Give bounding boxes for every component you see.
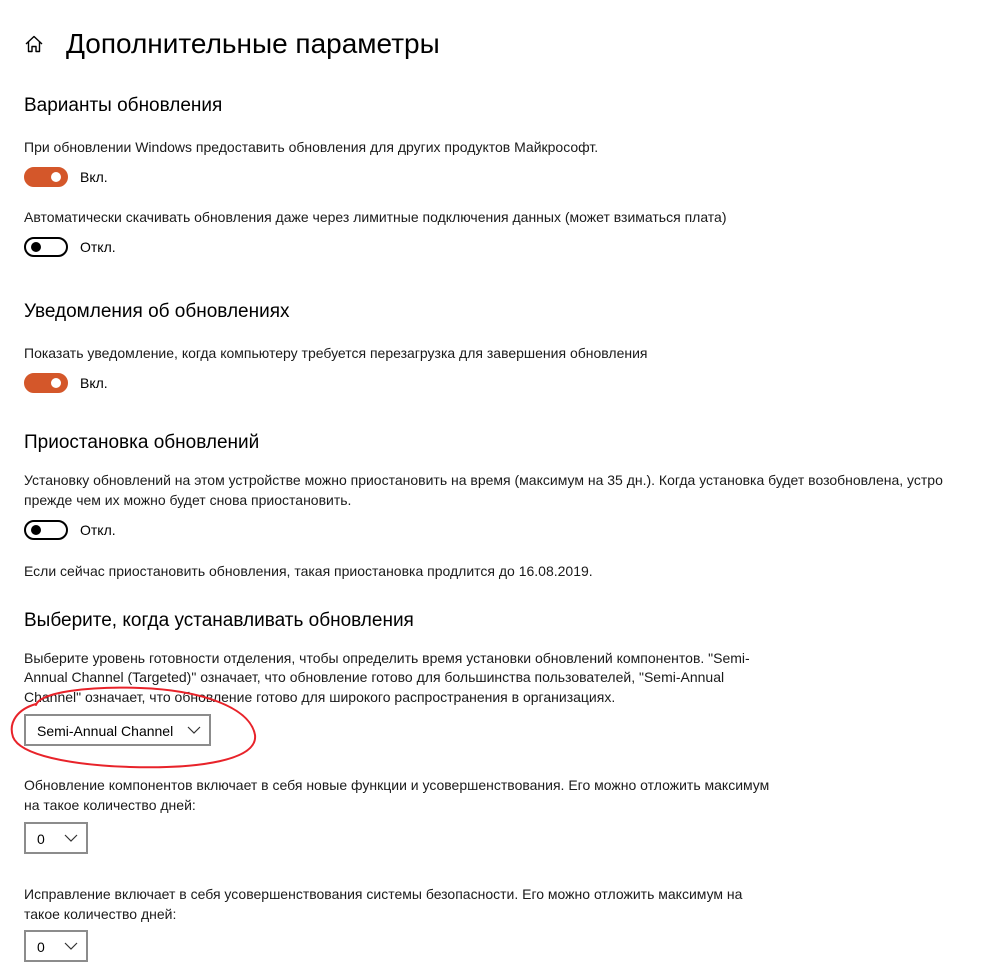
other-products-description: При обновлении Windows предоставить обновления для других продуктов Майкрософт. bbox=[24, 139, 599, 155]
feature-defer-description-line2: на такое количество дней: bbox=[24, 797, 196, 813]
restart-notice-toggle[interactable] bbox=[24, 373, 68, 393]
feature-defer-description-line1: Обновление компонентов включает в себя новые функции и усовершенствования. Его можно отложить максимум bbox=[24, 777, 770, 793]
toggle-knob bbox=[31, 242, 41, 252]
feature-days-value: 0 bbox=[37, 831, 45, 847]
other-products-toggle[interactable] bbox=[24, 167, 68, 187]
restart-notice-description: Показать уведомление, когда компьютеру требуется перезагрузка для завершения обновления bbox=[24, 345, 648, 361]
chevron-down-icon bbox=[187, 725, 201, 735]
toggle-knob bbox=[51, 172, 61, 182]
metered-description: Автоматически скачивать обновления даже через лимитные подключения данных (может взиматься плата) bbox=[24, 209, 727, 225]
home-button[interactable] bbox=[22, 32, 46, 56]
section-title-pause: Приостановка обновлений bbox=[24, 432, 260, 453]
chevron-down-icon bbox=[64, 941, 78, 951]
quality-defer-description-line1: Исправление включает в себя усовершенствования системы безопасности. Его можно отложить максимум на bbox=[24, 886, 743, 902]
metered-toggle-label: Откл. bbox=[80, 239, 116, 255]
quality-defer-description-line2: такое количество дней: bbox=[24, 906, 177, 922]
pause-description-line2: прежде чем их можно будет снова приостановить. bbox=[24, 492, 352, 508]
channel-dropdown-value: Semi-Annual Channel bbox=[37, 723, 174, 739]
readiness-description-line2: Annual Channel (Targeted)" означает, что обновление готово для большинства пользователей, "Semi-Annual bbox=[24, 669, 725, 685]
quality-days-dropdown[interactable] bbox=[24, 930, 88, 962]
pause-toggle-label: Откл. bbox=[80, 522, 116, 538]
toggle-knob bbox=[51, 378, 61, 388]
page-title: Дополнительные параметры bbox=[66, 28, 440, 59]
pause-description-line1: Установку обновлений на этом устройстве можно приостановить на время (максимум на 35 дн.). Когда установка будет возобновлена, устро bbox=[24, 472, 943, 488]
pause-toggle[interactable] bbox=[24, 520, 68, 540]
metered-toggle[interactable] bbox=[24, 237, 68, 257]
section-title-notifications: Уведомления об обновлениях bbox=[24, 301, 290, 322]
section-title-update-options: Варианты обновления bbox=[24, 95, 223, 116]
readiness-description-line1: Выберите уровень готовности отделения, чтобы определить время установки обновлений компонентов. "Semi- bbox=[24, 650, 750, 666]
readiness-description-line3: Channel" означает, что обновление готово для широкого распространения в организациях. bbox=[24, 689, 616, 705]
restart-notice-toggle-label: Вкл. bbox=[80, 375, 108, 391]
other-products-toggle-label: Вкл. bbox=[80, 169, 108, 185]
quality-days-value: 0 bbox=[37, 939, 45, 955]
channel-dropdown[interactable] bbox=[24, 714, 211, 746]
pause-info-text: Если сейчас приостановить обновления, такая приостановка продлится до 16.08.2019. bbox=[24, 563, 593, 579]
feature-days-dropdown[interactable] bbox=[24, 822, 88, 854]
chevron-down-icon bbox=[64, 833, 78, 843]
section-title-schedule: Выберите, когда устанавливать обновления bbox=[24, 610, 414, 631]
toggle-knob bbox=[31, 525, 41, 535]
home-icon bbox=[22, 32, 46, 56]
